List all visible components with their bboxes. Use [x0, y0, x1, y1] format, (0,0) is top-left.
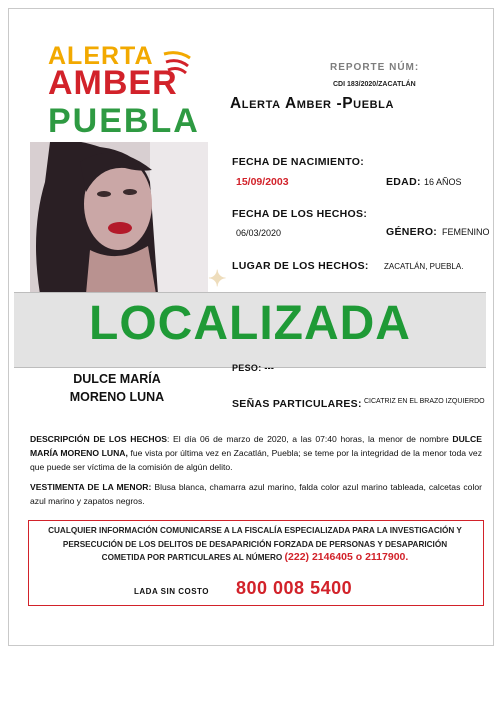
- logo-alerta-text: ALERTA: [48, 42, 154, 70]
- descripcion-paragraph: DESCRIPCIÓN DE LOS HECHOS: El día 06 de marzo de 2020, a las 07:40 horas, la menor de nombre DULCE MARÍA MORENO LUNA, fue vista por última vez en Zacatlán, Puebla; se teme por la integridad de la menor toda vez que puede ser víctima de la comisión de algún delito.: [30, 434, 482, 472]
- watermark-logo: ✦: [208, 266, 227, 291]
- vestimenta-label: VESTIMENTA DE LA MENOR:: [30, 482, 152, 492]
- missing-person-photo: [30, 142, 208, 294]
- logo-amber-text: AMBER: [48, 64, 178, 102]
- fecha-hechos-value: 06/03/2020: [236, 228, 282, 238]
- descripcion-name: DULCE MARÍA MORENO LUNA,: [30, 434, 482, 458]
- vestimenta-paragraph: VESTIMENTA DE LA MENOR: Blusa blanca, chamarra azul marino, falda color azul marino tableada, calcetas color azul marino y zapatos negros.: [30, 482, 483, 506]
- senas-value: CICATRIZ EN EL BRAZO IZQUIERDO: [364, 398, 485, 405]
- descripcion-label: DESCRIPCIÓN DE LOS HECHOS: [30, 434, 168, 444]
- contact-info-text: CUALQUIER INFORMACIÓN COMUNICARSE A LA FISCALÍA ESPECIALIZADA PARA LA INVESTIGACIÓN Y PERSECUCIÓN DE LOS DELITOS DE DESAPARICIÓN FORZADA DE PERSONAS Y DESAPARICIÓN COMETIDA POR PARTICULARES AL NÚMERO (222) 2146405 o 2117900.: [48, 526, 462, 563]
- genero-value: FEMENINO: [442, 227, 490, 237]
- person-name-line2: MORENO LUNA: [69, 390, 165, 404]
- edad-label: EDAD:: [386, 176, 421, 188]
- fecha-nacimiento-value: 15/09/2003: [236, 176, 289, 188]
- logo-puebla-text: PUEBLA: [48, 102, 200, 140]
- page-title: Alerta Amber -Puebla: [230, 95, 395, 112]
- peso-value: ---: [264, 363, 275, 373]
- genero-label: GÉNERO:: [386, 226, 438, 238]
- reporte-label: REPORTE NÚM:: [330, 62, 420, 73]
- senas-label: SEÑAS PARTICULARES:: [232, 398, 362, 410]
- lugar-value: ZACATLÁN, PUEBLA.: [384, 262, 464, 271]
- lada-label: LADA SIN COSTO: [134, 587, 210, 596]
- person-name-line1: DULCE MARÍA: [73, 372, 161, 386]
- fecha-nacimiento-label: FECHA DE NACIMIENTO:: [232, 156, 364, 168]
- fecha-hechos-label: FECHA DE LOS HECHOS:: [232, 208, 368, 220]
- edad-value: 16 AÑOS: [424, 177, 462, 187]
- peso-label: PESO: ---: [232, 363, 275, 373]
- lada-number: 800 008 5400: [236, 578, 353, 598]
- reporte-number: CDI 183/2020/ZACATLÁN: [333, 81, 416, 88]
- contact-phones: (222) 2146405 o 2117900.: [284, 551, 409, 563]
- lugar-label: LUGAR DE LOS HECHOS:: [232, 260, 369, 272]
- localizada-banner-text: LOCALIZADA: [89, 297, 411, 350]
